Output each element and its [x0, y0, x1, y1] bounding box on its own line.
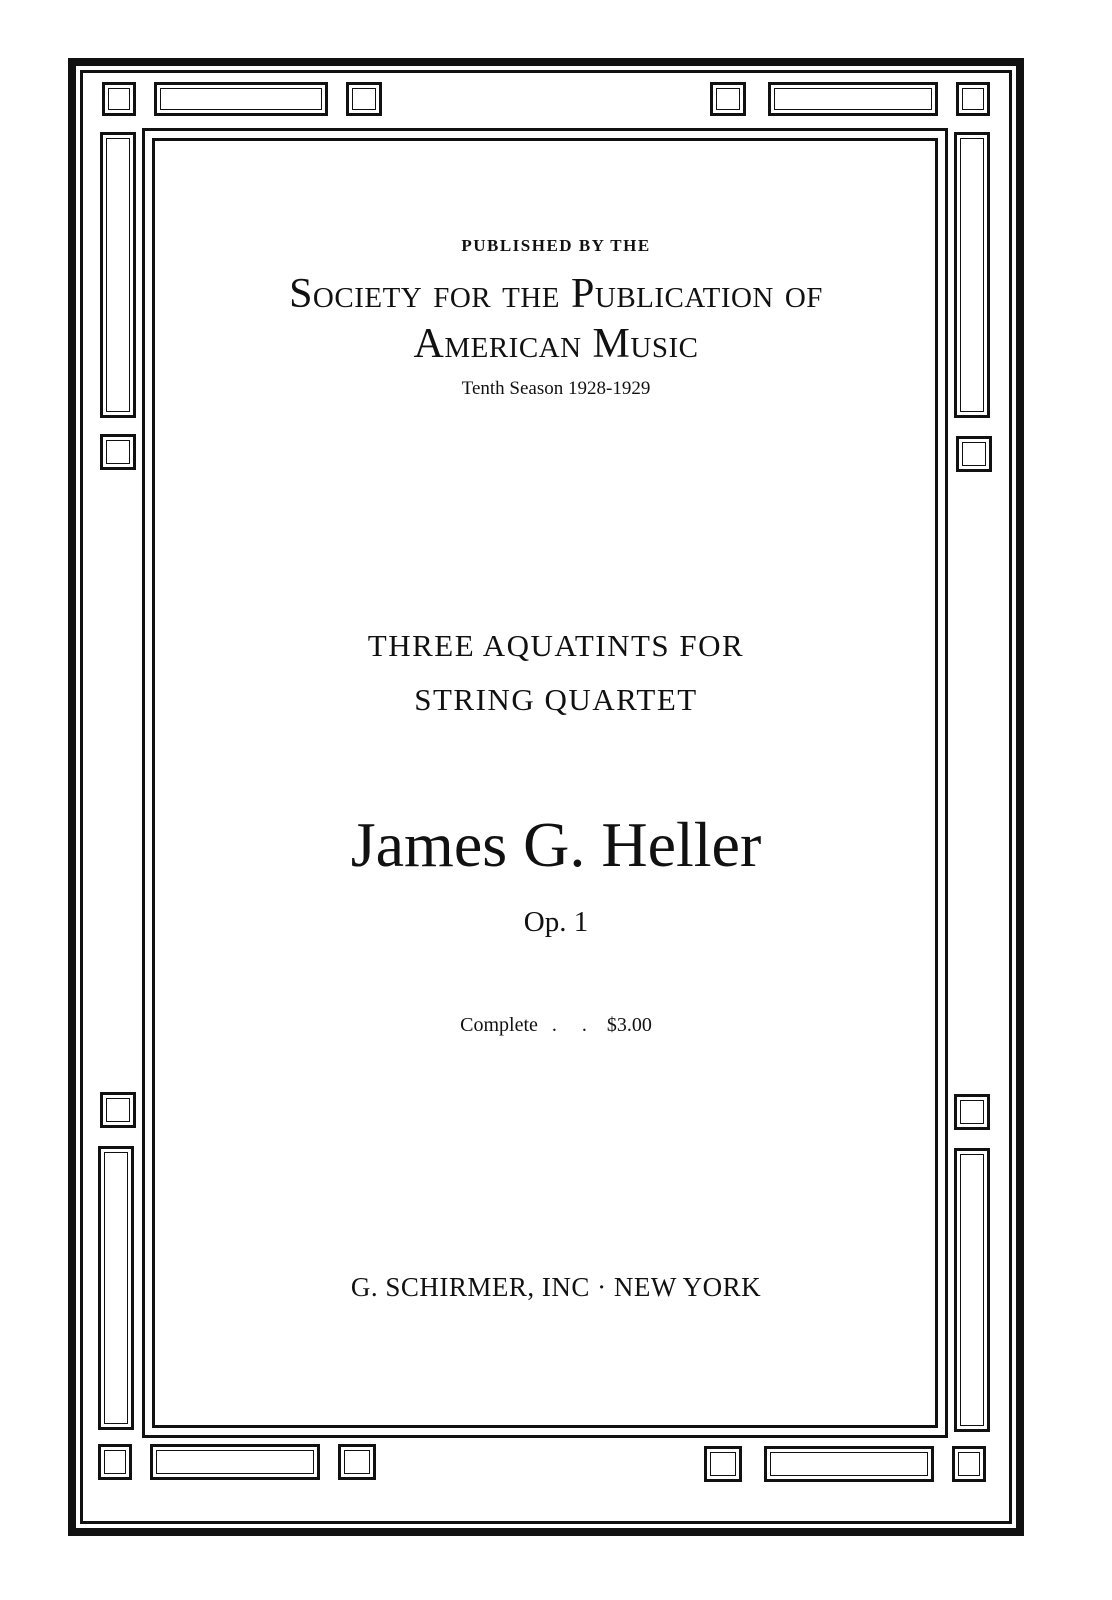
- bottom-left-corner-square: [98, 1444, 132, 1480]
- bottom-right-bar: [764, 1446, 934, 1482]
- price-leader-dots: . .: [551, 1014, 597, 1036]
- society-name-line1: Society for the Publication of: [289, 271, 823, 317]
- price-value: $3.00: [606, 1014, 652, 1036]
- top-left-corner-square: [102, 82, 136, 116]
- publisher-imprint: G. SCHIRMER, INC · NEW YORK: [350, 1272, 762, 1302]
- price-label: Complete: [460, 1014, 538, 1036]
- published-by-label: PUBLISHED BY THE: [461, 236, 651, 255]
- composer-name: James G. Heller: [350, 809, 762, 880]
- bottom-right-corner-square: [952, 1446, 986, 1482]
- season-label: Tenth Season 1928-1929: [461, 378, 651, 399]
- work-title-line1: THREE AQUATINTS FOR: [367, 628, 745, 663]
- bottom-left-bar: [150, 1444, 320, 1480]
- left-upper-square: [100, 434, 136, 470]
- price-line: [0, 1014, 1112, 1037]
- opus-number: Op. 1: [523, 906, 589, 938]
- society-name-line2: American Music: [413, 321, 699, 367]
- top-right-bar: [768, 82, 938, 116]
- right-upper-square: [956, 436, 992, 472]
- top-right-corner-square: [956, 82, 990, 116]
- left-lower-square: [100, 1092, 136, 1128]
- right-lower-square: [954, 1094, 990, 1130]
- work-title-line2: STRING QUARTET: [414, 682, 698, 717]
- bottom-right-small-square: [704, 1446, 742, 1482]
- top-right-small-square: [710, 82, 746, 116]
- bottom-left-small-square: [338, 1444, 376, 1480]
- top-left-bar: [154, 82, 328, 116]
- top-left-small-square: [346, 82, 382, 116]
